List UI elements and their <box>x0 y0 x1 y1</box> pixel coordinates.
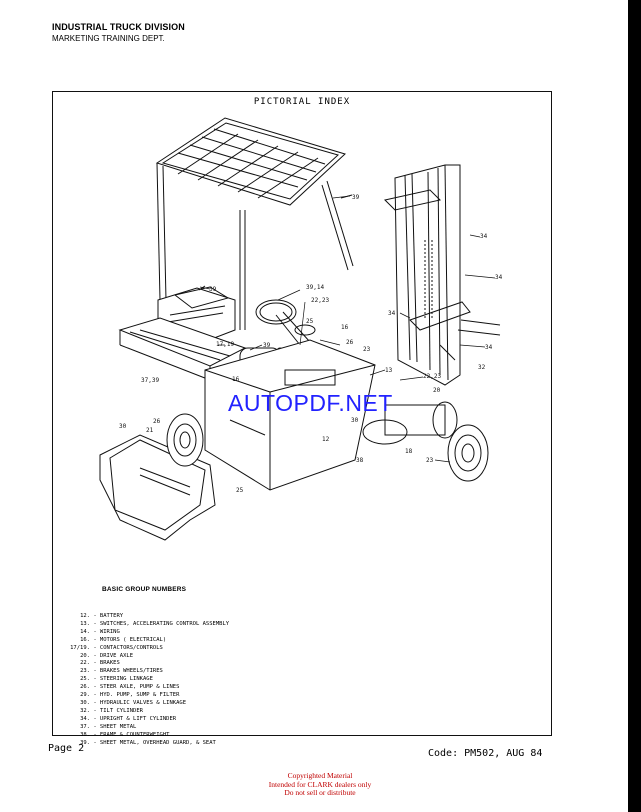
callout-23-upper: 23 <box>363 346 371 353</box>
copyright-notice <box>250 772 390 798</box>
group-row <box>58 621 229 629</box>
document-code: Code: PM502, AUG 84 <box>428 748 543 759</box>
callout-34-lower: 34 <box>485 344 493 351</box>
group-row <box>58 676 229 684</box>
group-number: 23. <box>80 668 90 675</box>
callout-30-mid: 30 <box>351 417 359 424</box>
group-number: 25. <box>80 676 90 683</box>
group-description: - BRAKES <box>93 660 120 667</box>
group-row <box>58 613 229 621</box>
group-number: 37. <box>80 723 90 730</box>
callout-25-upper: 25 <box>306 318 314 325</box>
callout-12: 12 <box>322 436 330 443</box>
department-subheader: MARKETING TRAINING DEPT. <box>52 34 165 43</box>
callout-32: 32 <box>478 364 486 371</box>
group-number: 13. <box>80 620 90 627</box>
group-row <box>58 700 229 708</box>
callout-25-lower: 25 <box>236 487 244 494</box>
basic-group-numbers-title: BASIC GROUP NUMBERS <box>102 586 187 593</box>
group-row <box>58 660 229 668</box>
copyright-line-1: Copyrighted Material <box>287 771 353 780</box>
callout-22-23-lower: 22,23 <box>423 373 442 380</box>
callout-30-left: 30 <box>119 423 127 430</box>
group-description: - BATTERY <box>93 613 124 619</box>
group-number: 39. <box>80 739 90 746</box>
group-description: - STEER AXLE, PUMP & LINES <box>93 684 180 691</box>
division-header: INDUSTRIAL TRUCK DIVISION <box>52 22 185 32</box>
group-numbers-list <box>58 613 229 747</box>
group-description: - UPRIGHT & LIFT CYLINDER <box>93 715 177 722</box>
copyright-line-2: Intended for CLARK dealers only <box>268 779 372 789</box>
group-number: 34. <box>80 715 90 722</box>
callout-23-lower: 23 <box>426 457 434 464</box>
callout-20: 20 <box>433 387 441 394</box>
callout-39-14: 39,14 <box>306 284 325 291</box>
callout-34-upper: 34 <box>480 233 488 240</box>
callout-26-upper: 26 <box>346 339 354 346</box>
group-number: 16. <box>80 636 90 643</box>
callout-16-lower: 16 <box>232 376 240 383</box>
group-row <box>58 629 229 637</box>
callout-34-right: 34 <box>495 274 503 281</box>
group-row <box>58 653 229 661</box>
group-row <box>58 645 229 653</box>
callout-17-19: 17,19 <box>216 341 235 348</box>
group-number: 29. <box>80 692 90 699</box>
group-row <box>58 637 229 645</box>
callout-34-left: 34 <box>388 310 396 317</box>
group-description: - SHEET METAL, OVERHEAD GUARD, & SEAT <box>93 739 216 746</box>
callout-38: 38 <box>356 457 364 464</box>
callout-39-mid: 39 <box>263 342 271 349</box>
callout-16-upper: 16 <box>341 324 349 331</box>
callout-39-guard: 39 <box>352 194 360 201</box>
group-description: - DRIVE AXLE <box>93 652 134 659</box>
group-description: - SWITCHES, ACCELERATING CONTROL ASSEMBLY <box>93 620 230 627</box>
upright-mast <box>385 165 500 385</box>
group-number: 17/19. <box>70 644 90 651</box>
group-number: 38. <box>80 731 90 738</box>
group-description: - SHEET METAL <box>93 723 137 730</box>
drive-wheel <box>448 425 488 481</box>
page-number: Page 2 <box>48 743 85 754</box>
watermark-text: AUTOPDF.NET <box>228 390 393 416</box>
callout-37-39: 37,39 <box>141 377 160 384</box>
group-row <box>58 732 229 740</box>
group-row <box>58 668 229 676</box>
group-number: 30. <box>80 699 90 706</box>
callout-26-lower: 26 <box>153 418 161 425</box>
group-row <box>58 684 229 692</box>
group-description: - CONTACTORS/CONTROLS <box>93 644 163 651</box>
pictorial-index-title: PICTORIAL INDEX <box>253 97 351 107</box>
copyright-line-3: Do not sell or distribute <box>284 788 356 797</box>
group-description: - STEERING LINKAGE <box>93 676 153 683</box>
callout-13: 13 <box>385 367 393 374</box>
callout-39-seat: 39 <box>209 286 217 293</box>
group-row <box>58 708 229 716</box>
steer-wheel <box>167 414 203 466</box>
group-row <box>58 692 229 700</box>
group-description: - HYDRAULIC VALVES & LINKAGE <box>93 699 187 706</box>
group-number: 12. <box>80 613 90 619</box>
group-row <box>58 716 229 724</box>
group-description: - MOTORS ( ELECTRICAL) <box>93 636 167 643</box>
callout-18: 18 <box>405 448 413 455</box>
group-number: 14. <box>80 628 90 635</box>
group-description: - BRAKES WHEELS/TIRES <box>93 668 163 675</box>
group-description: - HYD. PUMP, SUMP & FILTER <box>93 692 180 699</box>
group-row <box>58 724 229 732</box>
group-number: 20. <box>80 652 90 659</box>
callout-22-23-upper: 22,23 <box>311 297 330 304</box>
group-description: - TILT CYLINDER <box>93 707 143 714</box>
group-number: 32. <box>80 707 90 714</box>
group-description: - WIRING <box>93 628 120 635</box>
group-number: 22. <box>80 660 90 667</box>
group-description: - FRAME & COUNTERWEIGHT <box>93 731 170 738</box>
callout-21: 21 <box>146 427 154 434</box>
group-number: 26. <box>80 684 90 691</box>
